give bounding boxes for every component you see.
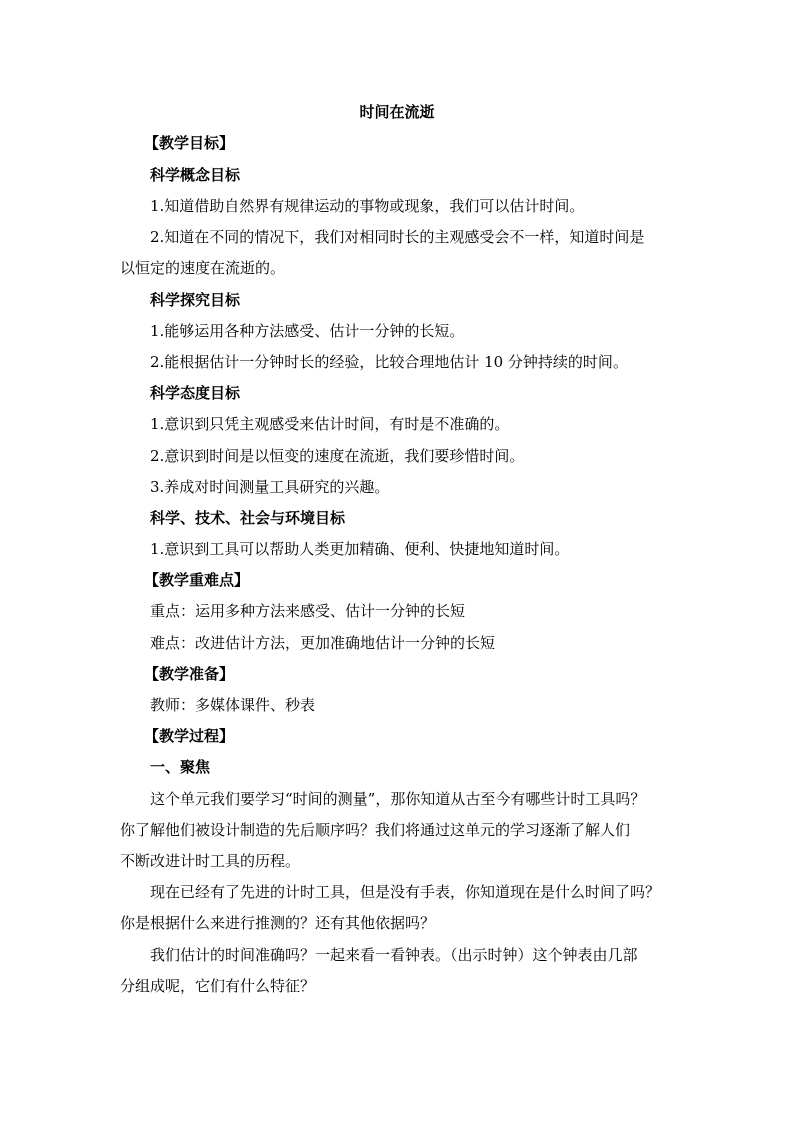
inquiry-heading: 科学探究目标 xyxy=(150,291,241,309)
objectives-heading: 【教学目标】 xyxy=(144,134,235,152)
inquiry-item-1: 1.能够运用各种方法感受、估计一分钟的长短。 xyxy=(150,322,465,340)
concept-item-1: 1.知道借助自然界有规律运动的事物或现象，我们可以估计时间。 xyxy=(150,197,585,215)
preparation-heading: 【教学准备】 xyxy=(144,665,235,683)
key-points-heading: 【教学重难点】 xyxy=(144,571,250,589)
paragraph-1-line-2: 你了解他们被设计制造的先后顺序吗？我们将通过这单元的学习逐渐了解人们 xyxy=(120,821,631,839)
sts-item-1: 1.意识到工具可以帮助人类更加精确、便利、快捷地知道时间。 xyxy=(150,540,570,558)
concept-item-2-cont: 以恒定的速度在流逝的。 xyxy=(120,259,286,277)
paragraph-2-line-2: 你是根据什么来进行推测的？还有其他依据吗？ xyxy=(120,914,436,932)
focus-heading: 一、聚焦 xyxy=(150,758,211,776)
paragraph-3-line-2: 分组成呢，它们有什么特征？ xyxy=(120,977,316,995)
paragraph-1-line-3: 不断改进计时工具的历程。 xyxy=(120,852,301,870)
preparation-item: 教师：多媒体课件、秒表 xyxy=(150,696,316,714)
attitude-item-3: 3.养成对时间测量工具研究的兴趣。 xyxy=(150,478,390,496)
paragraph-2-line-1: 现在已经有了先进的计时工具，但是没有手表，你知道现在是什么时间了吗？ xyxy=(150,883,661,901)
attitude-item-1: 1.意识到只凭主观感受来估计时间，有时是不准确的。 xyxy=(150,415,510,433)
attitude-heading: 科学态度目标 xyxy=(150,384,241,402)
attitude-item-2: 2.意识到时间是以恒变的速度在流逝，我们要珍惜时间。 xyxy=(150,447,525,465)
inquiry-item-2: 2.能根据估计一分钟时长的经验，比较合理地估计 10 分钟持续的时间。 xyxy=(150,353,628,371)
key-point-2: 难点：改进估计方法，更加准确地估计一分钟的长短 xyxy=(150,634,496,652)
document-title: 时间在流逝 xyxy=(359,103,435,121)
paragraph-3-line-1: 我们估计的时间准确吗？一起来看一看钟表。（出示时钟）这个钟表由几部 xyxy=(150,946,638,964)
sts-heading: 科学、技术、社会与环境目标 xyxy=(150,509,346,527)
key-point-1: 重点：运用多种方法来感受、估计一分钟的长短 xyxy=(150,602,466,620)
process-heading: 【教学过程】 xyxy=(144,727,235,745)
paragraph-1-line-1: 这个单元我们要学习“时间的测量”，那你知道从古至今有哪些计时工具吗？ xyxy=(150,790,646,808)
concept-heading: 科学概念目标 xyxy=(150,166,241,184)
concept-item-2: 2.知道在不同的情况下，我们对相同时长的主观感受会不一样，知道时间是 xyxy=(150,228,645,246)
